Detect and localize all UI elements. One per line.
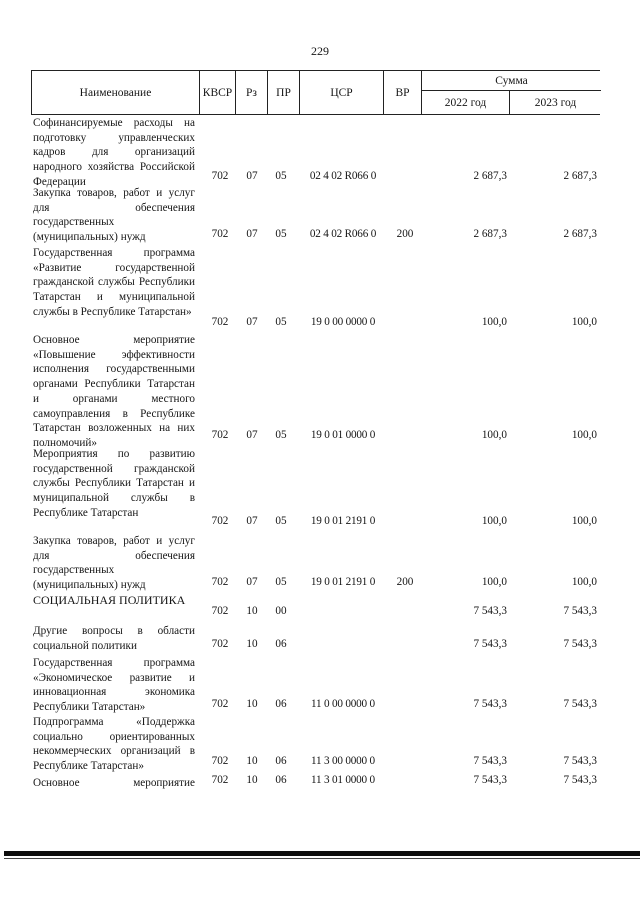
row-sum-2023: 7 543,3 — [563, 774, 597, 787]
row-csr: 19 0 01 2191 0 — [310, 576, 376, 589]
row-pr: 00 — [275, 605, 287, 618]
row-pr: 05 — [275, 170, 287, 183]
table-header — [31, 70, 600, 115]
row-sum-2022: 2 687,3 — [473, 170, 507, 183]
table-row — [0, 534, 640, 590]
table-row — [0, 333, 640, 449]
row-rz: 10 — [246, 605, 258, 618]
header-year2: 2023 год — [534, 97, 577, 109]
table-row — [0, 593, 640, 619]
row-name: Подпрограмма «Поддержка социально ориентированных некоммерческих организаций в Республике Татарстан» — [33, 716, 195, 773]
header-sum: Сумма — [422, 71, 601, 91]
row-kvsr: 702 — [211, 638, 229, 651]
row-name: Государственная программа «Экономическое развитие и инновационная экономика Республики Татарстан» — [33, 657, 195, 714]
header-rz: Рз — [236, 71, 268, 115]
row-csr: 02 4 02 R066 0 — [309, 170, 377, 183]
row-kvsr: 702 — [211, 228, 229, 241]
page-number: 229 — [311, 44, 329, 58]
table-row — [0, 186, 640, 242]
row-sum-2022: 7 543,3 — [473, 605, 507, 618]
row-sum-2022: 100,0 — [481, 515, 507, 528]
row-pr: 05 — [275, 576, 287, 589]
row-kvsr: 702 — [211, 755, 229, 768]
row-pr: 06 — [275, 698, 287, 711]
row-pr: 05 — [275, 429, 287, 442]
row-name: Государственная программа «Развитие государственной гражданской службы Республики Татарстан и муниципальной службы в Республике Татарстан» — [33, 247, 195, 318]
row-sum-2023: 100,0 — [571, 515, 597, 528]
row-pr: 06 — [275, 638, 287, 651]
row-rz: 07 — [246, 515, 258, 528]
header-vr: ВР — [384, 71, 422, 115]
row-kvsr: 702 — [211, 429, 229, 442]
row-rz: 10 — [246, 774, 258, 787]
table-row — [0, 447, 640, 529]
table-row — [0, 116, 640, 188]
row-csr: 11 0 00 0000 0 — [311, 698, 375, 711]
row-sum-2023: 7 543,3 — [563, 755, 597, 768]
row-sum-2022: 2 687,3 — [473, 228, 507, 241]
row-pr: 05 — [275, 515, 287, 528]
table-row — [0, 715, 640, 773]
row-name: Закупка товаров, работ и услуг для обеспечения государственных (муниципальных) нужд — [33, 187, 195, 244]
row-pr: 06 — [275, 774, 287, 787]
row-name: Другие вопросы в области социальной политики — [33, 625, 195, 652]
row-pr: 05 — [275, 228, 287, 241]
row-pr: 05 — [275, 316, 287, 329]
row-csr: 02 4 02 R066 0 — [309, 228, 377, 241]
row-kvsr: 702 — [211, 170, 229, 183]
bottom-scan-border — [4, 851, 640, 856]
row-sum-2023: 100,0 — [571, 576, 597, 589]
row-vr: 200 — [396, 576, 414, 589]
row-csr: 11 3 00 0000 0 — [311, 755, 375, 768]
table-row — [0, 656, 640, 712]
row-sum-2023: 2 687,3 — [563, 228, 597, 241]
header-kvsr: КВСР — [200, 71, 236, 115]
row-csr: 11 3 01 0000 0 — [311, 774, 375, 787]
row-kvsr: 702 — [211, 515, 229, 528]
row-csr: 19 0 01 2191 0 — [310, 515, 376, 528]
row-sum-2023: 100,0 — [571, 429, 597, 442]
row-name: СОЦИАЛЬНАЯ ПОЛИТИКА — [33, 593, 186, 607]
row-rz: 10 — [246, 755, 258, 768]
row-sum-2023: 7 543,3 — [563, 605, 597, 618]
row-sum-2022: 7 543,3 — [473, 774, 507, 787]
table-row — [0, 774, 640, 791]
row-name: Мероприятия по развитию государственной гражданской службы Республики Татарстан и муниципальной службы в Республике Татарстан — [33, 448, 195, 519]
row-rz: 07 — [246, 228, 258, 241]
header-name: Наименование — [32, 71, 200, 115]
row-sum-2023: 7 543,3 — [563, 638, 597, 651]
header-year1: 2022 год — [422, 91, 510, 115]
row-sum-2022: 7 543,3 — [473, 638, 507, 651]
row-name: Основное мероприятие — [33, 777, 195, 789]
row-rz: 07 — [246, 576, 258, 589]
row-name: Основное мероприятие «Повышение эффективности исполнения государственными органами Республики Татарстан и органами местного самоуправления в Республике Татарстан возложенных на них полномочий» — [33, 334, 195, 449]
row-csr: 19 0 01 0000 0 — [310, 429, 376, 442]
row-sum-2022: 7 543,3 — [473, 698, 507, 711]
row-kvsr: 702 — [211, 698, 229, 711]
table-row — [0, 624, 640, 652]
row-sum-2022: 7 543,3 — [473, 755, 507, 768]
row-sum-2022: 100,0 — [481, 316, 507, 329]
row-sum-2023: 100,0 — [571, 316, 597, 329]
row-name: Закупка товаров, работ и услуг для обеспечения государственных (муниципальных) нужд — [33, 535, 195, 592]
table-row — [0, 246, 640, 330]
row-pr: 06 — [275, 755, 287, 768]
row-rz: 10 — [246, 638, 258, 651]
row-sum-2022: 100,0 — [481, 576, 507, 589]
row-rz: 07 — [246, 316, 258, 329]
row-kvsr: 702 — [211, 774, 229, 787]
row-name: Софинансируемые расходы на подготовку управленческих кадров для организаций народного хозяйства Российской Федерации — [33, 117, 195, 188]
row-kvsr: 702 — [211, 576, 229, 589]
row-sum-2023: 2 687,3 — [563, 170, 597, 183]
row-csr: 19 0 00 0000 0 — [310, 316, 376, 329]
row-sum-2023: 7 543,3 — [563, 698, 597, 711]
header-pr: ПР — [268, 71, 300, 115]
row-rz: 10 — [246, 698, 258, 711]
row-kvsr: 702 — [211, 605, 229, 618]
header-csr: ЦСР — [300, 71, 384, 115]
bottom-scan-border-thin — [4, 858, 640, 859]
row-rz: 07 — [246, 170, 258, 183]
row-sum-2022: 100,0 — [481, 429, 507, 442]
row-kvsr: 702 — [211, 316, 229, 329]
row-rz: 07 — [246, 429, 258, 442]
row-vr: 200 — [396, 228, 414, 241]
